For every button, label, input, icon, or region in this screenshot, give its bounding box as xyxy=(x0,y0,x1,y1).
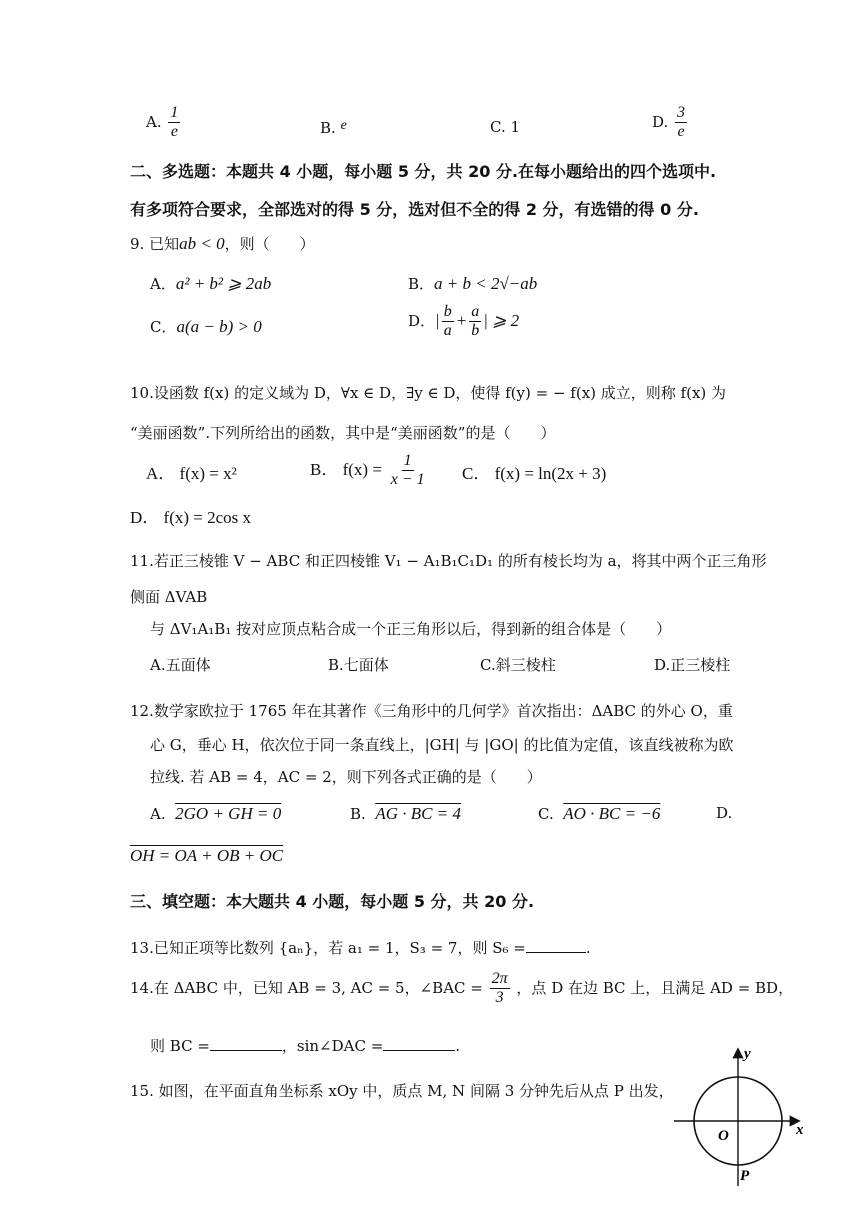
q8-option-c: C. 1 xyxy=(490,118,521,136)
q9-option-b: B．a + b < 2√−ab xyxy=(408,274,538,293)
q11-option-a: A.五面体 xyxy=(150,656,211,674)
x-axis-label: x xyxy=(796,1122,804,1138)
q12-stem-line2: 心 G，垂心 H，依次位于同一条直线上，|GH| 与 |GO| 的比值为定值，该直线被称为欧 xyxy=(150,736,734,754)
q15-stem-line1: 15. 如图，在平面直角坐标系 xOy 中，质点 M, N 间隔 3 分钟先后从点 P 出发， xyxy=(130,1082,674,1100)
q8-option-d: D. $\frac{3}{e}$ xyxy=(652,104,686,141)
q10-option-a: A． f(x) = x² xyxy=(146,464,237,483)
q10-option-b: B． f(x) = $\frac{1}{x - 1}$ xyxy=(310,452,425,489)
q10-option-d: D． f(x) = 2cos x xyxy=(130,508,252,527)
y-axis-label: y xyxy=(744,1046,751,1062)
q9-stem: 9. 已知ab < 0，则（ ） xyxy=(130,234,315,253)
q8-option-b: B. e xyxy=(320,118,347,137)
q11-option-d: D.正三棱柱 xyxy=(654,656,731,674)
q12-option-d: OH = OA + OB + OC xyxy=(130,846,284,865)
q11-stem-line1: 11.若正三棱锥 V − ABC 和正四棱锥 V₁ − A₁B₁C₁D₁ 的所有棱长均为 a，将其中两个正三角形 xyxy=(130,552,767,570)
q14-stem-line1: 14.在 ΔABC 中，已知 AB = 3, AC = 5，∠BAC = $\frac{2\pi}{3}$ ，点 D 在边 BC 上，且满足 AD = BD， xyxy=(130,970,794,1007)
q8-option-a: A. $\frac{1}{e}$ xyxy=(146,104,179,141)
q10-option-c: C． f(x) = ln(2x + 3) xyxy=(462,464,607,483)
q14-sin-blank[interactable] xyxy=(383,1036,455,1051)
q11-option-c: C.斜三棱柱 xyxy=(480,656,556,674)
q10-stem-line1: 10.设函数 f(x) 的定义域为 D，∀x ∈ D，∃y ∈ D，使得 f(y) = − f(x) 成立，则称 f(x) 为 xyxy=(130,384,727,402)
q9-option-d: D．| $\frac{b}{a}$ + $\frac{a}{b}$ | ⩾ 2 xyxy=(408,303,520,340)
q9-option-a: A．a² + b² ⩾ 2ab xyxy=(150,274,272,293)
q10-stem-line2: “美丽函数”.下列所给出的函数，其中是“美丽函数”的是（ ） xyxy=(130,424,556,442)
q14-bc-blank[interactable] xyxy=(210,1036,282,1051)
q12-stem-line1: 12.数学家欧拉于 1765 年在其著作《三角形中的几何学》首次指出：ΔABC 的外心 O，重 xyxy=(130,702,733,720)
q12-option-a: A. 2GO + GH = 0 xyxy=(150,804,282,823)
q13-stem: 13.已知正项等比数列 {aₙ}，若 a₁ = 1，S₃ = 7，则 S₆ = . xyxy=(130,939,591,957)
q12-stem-line3: 拉线. 若 AB = 4，AC = 2，则下列各式正确的是（ ） xyxy=(150,768,542,786)
q12-option-c: C. AO · BC = −6 xyxy=(538,804,661,823)
section2-heading-line1: 二、多选题：本题共 4 小题，每小题 5 分，共 20 分.在每小题给出的四个选项中. xyxy=(130,162,717,181)
section3-heading: 三、填空题：本大题共 4 小题，每小题 5 分，共 20 分. xyxy=(130,892,535,911)
q12-option-d-label: D. xyxy=(716,804,733,822)
q11-option-b: B.七面体 xyxy=(328,656,389,674)
section2-heading-line2: 有多项符合要求，全部选对的得 5 分，选对但不全的得 2 分，有选错的得 0 分. xyxy=(130,200,699,219)
point-p-label: P xyxy=(740,1168,750,1184)
coordinate-circle-figure xyxy=(670,1046,820,1196)
origin-label: O xyxy=(718,1128,729,1144)
q14-stem-line2: 则 BC = ，sin∠DAC = . xyxy=(150,1037,461,1055)
q9-option-c: C．a(a − b) > 0 xyxy=(150,317,262,336)
q13-answer-blank[interactable] xyxy=(526,938,586,953)
q12-option-b: B. AG · BC = 4 xyxy=(350,804,461,823)
q11-stem-line3: 与 ΔV₁A₁B₁ 按对应顶点粘合成一个正三角形以后，得到新的组合体是（ ） xyxy=(150,620,672,638)
q11-stem-line2: 侧面 ΔVAB xyxy=(130,588,208,606)
